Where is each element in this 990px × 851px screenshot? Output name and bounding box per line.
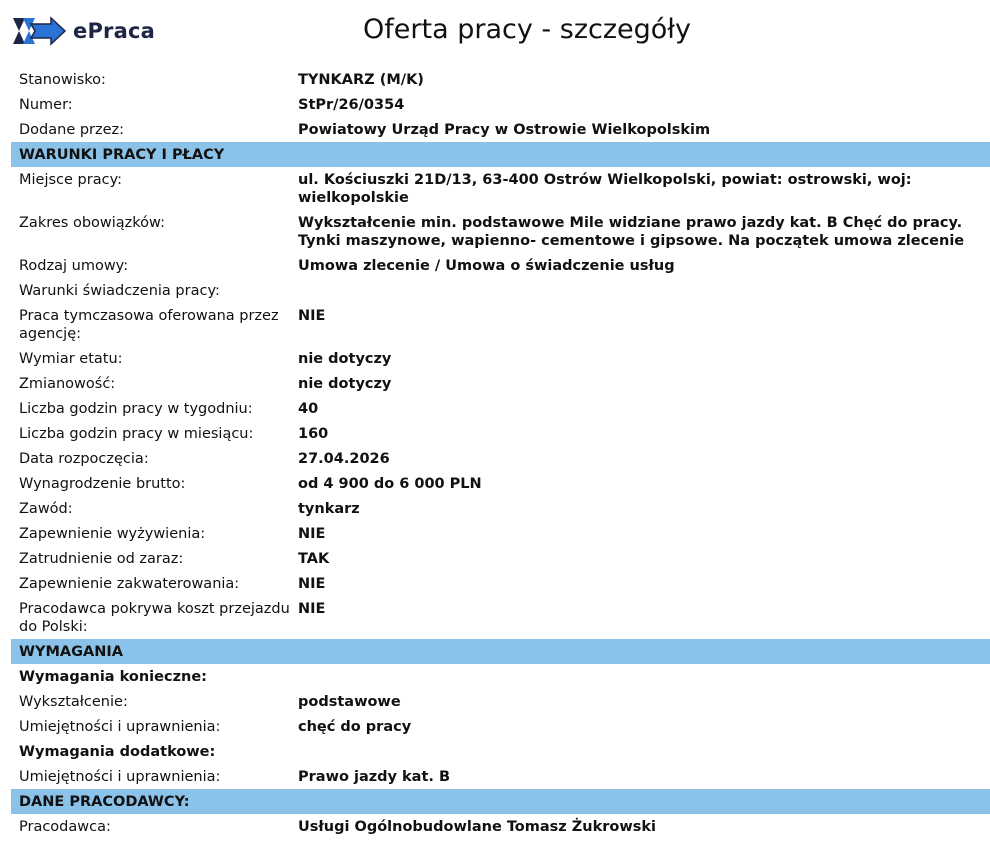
detail-label: Rodzaj umowy: [19,258,129,274]
detail-value: podstawowe [298,694,401,710]
detail-label: Numer: [19,97,73,113]
detail-row-warunki-swiadczenia [11,278,990,303]
detail-value: chęć do pracy [298,719,412,735]
detail-label: Data rozpoczęcia: [19,451,149,467]
detail-value: NIE [298,601,326,617]
section-header-warunki: WARUNKI PRACY I PŁACY [11,142,990,167]
detail-label: Wynagrodzenie brutto: [19,476,186,492]
detail-row-data-rozpoczecia [11,446,990,471]
section-header-pracodawca: DANE PRACODAWCY: [11,789,990,814]
detail-value: nie dotyczy [298,376,392,392]
detail-row-numer [11,92,990,117]
detail-row-miejsce-pracy [11,167,990,210]
detail-value: NIE [298,576,326,592]
detail-row-zatrudnienie-od-zaraz [11,546,990,571]
detail-row-zakres-obowiazkow [11,210,990,253]
detail-label: Zmianowość: [19,376,116,392]
detail-value: od 4 900 do 6 000 PLN [298,476,482,492]
detail-label: Pracodawca pokrywa koszt przejazdu do Polski: [19,601,290,635]
detail-label: Zawód: [19,501,73,517]
detail-value: 40 [298,401,319,417]
detail-row-wynagrodzenie [11,471,990,496]
detail-row-stanowisko [11,67,990,92]
logo-arrows-icon [11,16,67,46]
detail-label: Stanowisko: [19,72,106,88]
detail-label: Umiejętności i uprawnienia: [19,769,221,785]
detail-label: Zatrudnienie od zaraz: [19,551,184,567]
section-header-wymagania: WYMAGANIA [11,639,990,664]
detail-value [298,282,990,300]
detail-row-praca-tymczasowa [11,303,990,346]
detail-value: 27.04.2026 [298,451,390,467]
detail-label: Zakres obowiązków: [19,215,165,231]
page-header [0,0,990,62]
detail-value: Powiatowy Urząd Pracy w Ostrowie Wielkopolskim [298,122,711,138]
subheading-wymagania-dodatkowe: Wymagania dodatkowe: [19,744,216,760]
detail-value: StPr/26/0354 [298,97,405,113]
detail-value: TAK [298,551,330,567]
detail-value: Prawo jazdy kat. B [298,769,451,785]
detail-row-rodzaj-umowy [11,253,990,278]
detail-value: NIE [298,308,326,324]
detail-value: NIE [298,526,326,542]
epraca-logo [11,16,155,46]
detail-label: Dodane przez: [19,122,125,138]
detail-row-wyzywienie [11,521,990,546]
detail-row-wyksztalcenie [11,689,990,714]
detail-value: Wykształcenie min. podstawowe Mile widziane prawo jazdy kat. B Chęć do pracy. Tynki maszynowe, wapienno- cementowe i gipsowe. Na początek umowa zlecenie [298,215,965,249]
detail-row-wymiar-etatu [11,346,990,371]
detail-label: Liczba godzin pracy w tygodniu: [19,401,253,417]
page-title: Oferta pracy - szczegóły [363,14,691,45]
detail-row-zakwaterowanie [11,571,990,596]
detail-label: Wykształcenie: [19,694,128,710]
offer-details [11,67,990,839]
subheading-wymagania-konieczne: Wymagania konieczne: [19,669,207,685]
detail-value: 160 [298,426,329,442]
logo-text: ePraca [73,19,155,43]
detail-value: Umowa zlecenie / Umowa o świadczenie usług [298,258,675,274]
detail-row-godziny-miesiac [11,421,990,446]
detail-row-godziny-tydzien [11,396,990,421]
detail-label: Liczba godzin pracy w miesiącu: [19,426,254,442]
detail-label: Pracodawca: [19,819,111,835]
detail-label: Miejsce pracy: [19,172,122,188]
detail-value: TYNKARZ (M/K) [298,72,424,88]
detail-label: Zapewnienie zakwaterowania: [19,576,240,592]
detail-row-zawod [11,496,990,521]
detail-label: Warunki świadczenia pracy: [19,283,220,299]
detail-label: Umiejętności i uprawnienia: [19,719,221,735]
detail-label: Praca tymczasowa oferowana przez agencję: [19,308,279,342]
detail-value: Usługi Ogólnobudowlane Tomasz Żukrowski [298,819,656,835]
detail-value: nie dotyczy [298,351,392,367]
detail-row-umiejetnosci-dodatkowe [11,764,990,789]
detail-label: Zapewnienie wyżywienia: [19,526,206,542]
detail-row-zmianowosc [11,371,990,396]
detail-label: Wymiar etatu: [19,351,123,367]
detail-value: ul. Kościuszki 21D/13, 63-400 Ostrów Wielkopolski, powiat: ostrowski, woj: wielkopolskie [298,172,912,206]
detail-row-dodane-przez [11,117,990,142]
detail-value: tynkarz [298,501,360,517]
detail-row-pracodawca [11,814,990,839]
detail-row-umiejetnosci-konieczne [11,714,990,739]
detail-row-koszt-przejazdu [11,596,990,639]
